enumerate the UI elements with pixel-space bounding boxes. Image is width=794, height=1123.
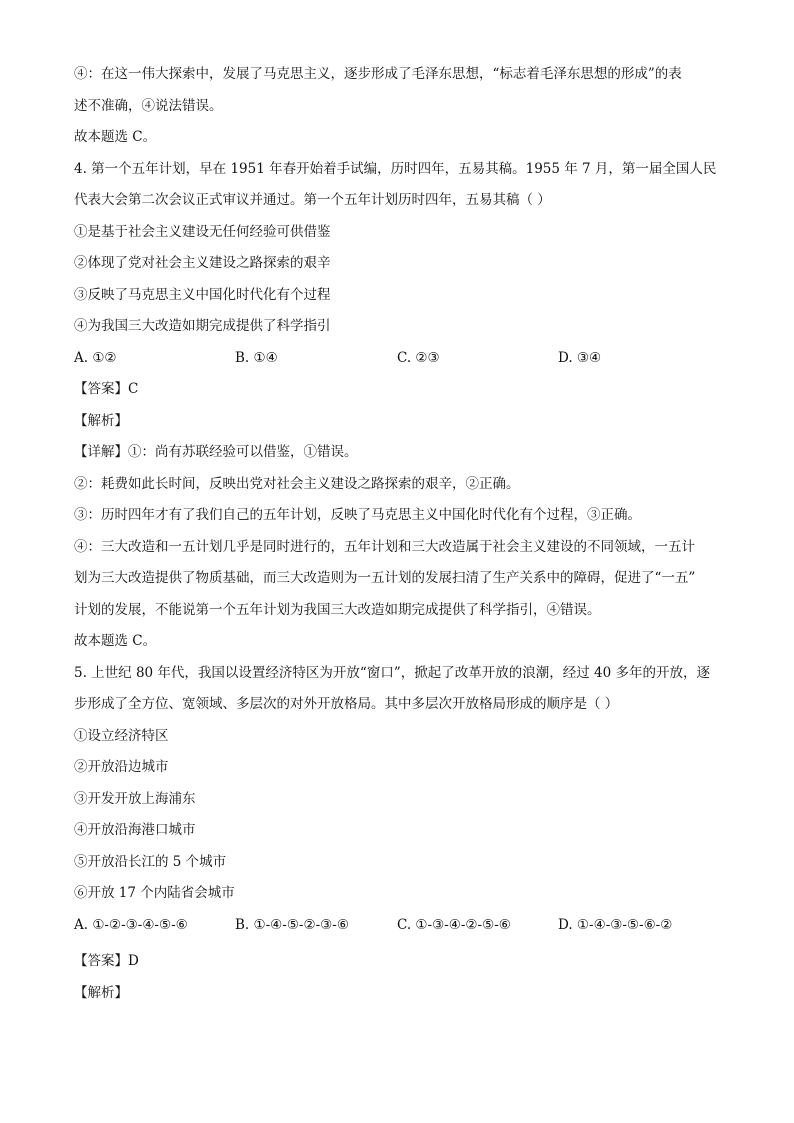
q4-item-2: ②体现了党对社会主义建设之路探索的艰辛 <box>74 255 331 271</box>
q4-stem-line-2: 代表大会第二次会议正式审议并通过。第一个五年计划历时四年，五易其稿（ ） <box>74 192 551 208</box>
q5-options <box>74 915 724 935</box>
q4-answer: 【答案】C <box>74 381 139 397</box>
q5-option-d: D. ①-④-③-⑤-⑥-② <box>558 917 673 933</box>
q4-item-3: ③反映了马克思主义中国化时代化有个过程 <box>74 287 331 303</box>
q5-item-4: ④开放沿海港口城市 <box>74 822 196 838</box>
prev-analysis-line-2: 述不准确，④说法错误。 <box>74 98 223 114</box>
q4-item-1: ①是基于社会主义建设无任何经验可供借鉴 <box>74 224 331 240</box>
q4-detail-4-line-1: ④：三大改造和一五计划几乎是同时进行的，五年计划和三大改造属于社会主义建设的不同领域，一五计 <box>74 539 695 555</box>
q5-stem-line-1: 5. 上世纪 80 年代，我国以设置经济特区为开放“窗口”，掀起了改革开放的浪潮，经过 40 多年的开放，逐 <box>74 665 710 681</box>
q4-option-a: A. ①② <box>74 350 117 366</box>
q5-item-2: ②开放沿边城市 <box>74 759 169 775</box>
q4-analysis-label: 【解析】 <box>74 413 128 429</box>
q4-detail-2: ②：耗费如此长时间，反映出党对社会主义建设之路探索的艰辛，②正确。 <box>74 476 520 492</box>
q5-option-a: A. ①-②-③-④-⑤-⑥ <box>74 917 188 933</box>
q5-option-c: C. ①-③-④-②-⑤-⑥ <box>397 917 511 933</box>
q5-option-b: B. ①-④-⑤-②-③-⑥ <box>235 917 349 933</box>
q5-analysis-label: 【解析】 <box>74 985 128 1001</box>
q5-item-3: ③开发开放上海浦东 <box>74 791 196 807</box>
q5-item-5: ⑤开放沿长江的 5 个城市 <box>74 854 227 870</box>
q5-item-1: ①设立经济特区 <box>74 728 169 744</box>
prev-analysis-line-1: ④：在这一伟大探索中，发展了马克思主义，逐步形成了毛泽东思想，“标志着毛泽东思想的形成”的表 <box>74 66 682 82</box>
q4-options <box>74 348 724 368</box>
q4-option-c: C. ②③ <box>397 350 440 366</box>
q4-conclusion: 故本题选 C。 <box>74 633 157 649</box>
q4-item-4: ④为我国三大改造如期完成提供了科学指引 <box>74 318 331 334</box>
q5-answer: 【答案】D <box>74 953 139 969</box>
q4-stem-line-1: 4. 第一个五年计划，早在 1951 年春开始着手试编，历时四年，五易其稿。1955 年 7 月，第一届全国人民 <box>74 161 717 177</box>
q4-option-b: B. ①④ <box>235 350 278 366</box>
q5-item-6: ⑥开放 17 个内陆省会城市 <box>74 885 235 901</box>
q4-detail-4-line-2: 划为三大改造提供了物质基础，而三大改造则为一五计划的发展扫清了生产关系中的障碍，促进了“一五” <box>74 570 696 586</box>
q4-detail-4-line-3: 计划的发展，不能说第一个五年计划为我国三大改造如期完成提供了科学指引，④错误。 <box>74 602 601 618</box>
q4-option-d: D. ③④ <box>558 350 602 366</box>
q5-stem-line-2: 步形成了全方位、宽领域、多层次的对外开放格局。其中多层次开放格局形成的顺序是（ ） <box>74 696 619 712</box>
prev-conclusion: 故本题选 C。 <box>74 129 157 145</box>
q4-detail-3: ③：历时四年才有了我们自己的五年计划，反映了马克思主义中国化时代化有个过程，③正确。 <box>74 507 641 523</box>
q4-detail-1: 【详解】①：尚有苏联经验可以借鉴，①错误。 <box>74 444 358 460</box>
